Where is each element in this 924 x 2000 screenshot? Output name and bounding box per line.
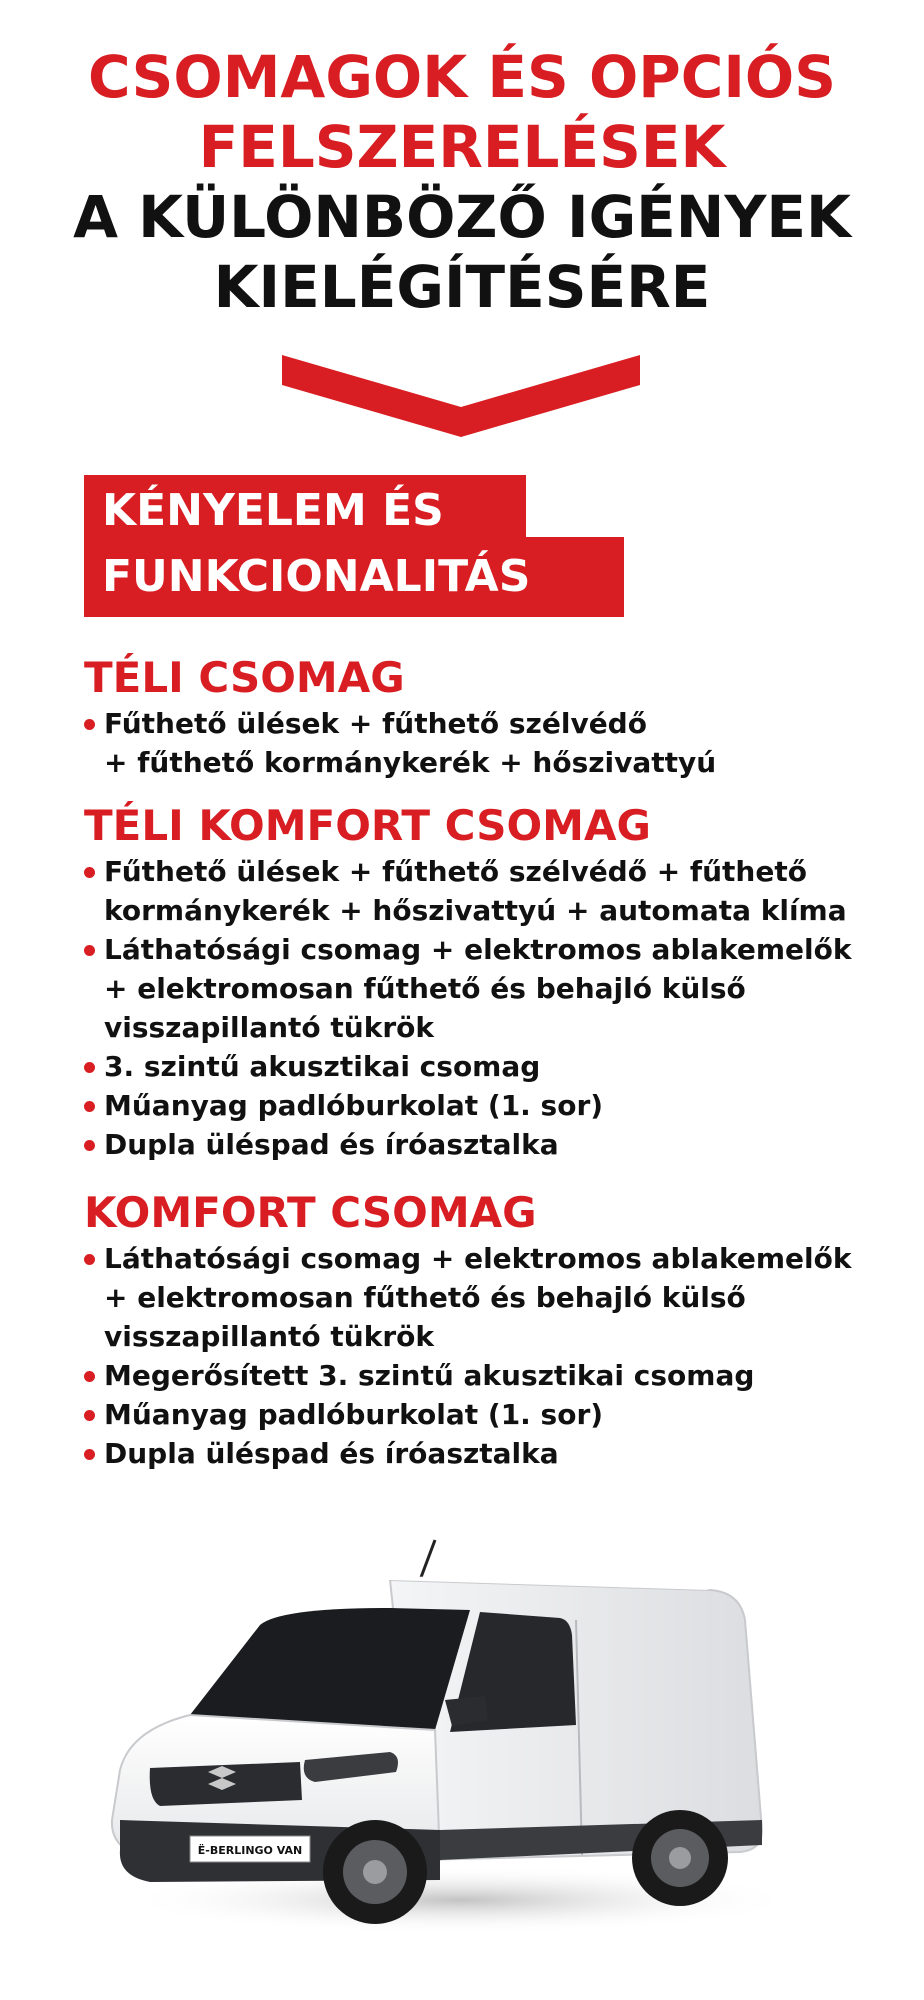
package-title: TÉLI CSOMAG <box>84 653 405 702</box>
bullet-icon <box>84 1140 95 1151</box>
package-teli-komfort-csomag <box>84 800 852 1164</box>
section-title-line-1: KÉNYELEM ÉS <box>102 485 444 536</box>
bullet-icon <box>84 1101 95 1112</box>
section-title-line-2: FUNKCIONALITÁS <box>102 551 531 602</box>
list-item: Láthatósági csomag + elektromos ablakemelők + elektromosan fűthető és behajló külső visszapillantó tükrök <box>84 930 844 1047</box>
bullet-icon <box>84 719 95 730</box>
section-title-tag <box>84 475 624 617</box>
package-komfort-csomag <box>84 1187 852 1473</box>
list-item: Fűthető ülések + fűthető szélvédő + fűthető kormánykerék + hőszivattyú <box>84 704 844 782</box>
headline-line-1: CSOMAGOK ÉS OPCIÓS <box>88 43 836 111</box>
package-item-list <box>84 852 852 1164</box>
van-badge-text: Ë-BERLINGO VAN <box>197 1844 303 1857</box>
chevron-down-icon <box>282 355 640 437</box>
list-item: Megerősített 3. szintű akusztikai csomag <box>84 1356 844 1395</box>
bullet-icon <box>84 1449 95 1460</box>
package-item-list <box>84 704 844 782</box>
bullet-icon <box>84 1410 95 1421</box>
bullet-icon <box>84 1254 95 1265</box>
list-item: Láthatósági csomag + elektromos ablakemelők + elektromosan fűthető és behajló külső visszapillantó tükrök <box>84 1239 844 1356</box>
package-item-list <box>84 1239 852 1473</box>
list-item: Dupla üléspad és íróasztalka <box>84 1434 844 1473</box>
headline <box>0 42 924 322</box>
headline-line-3: A KÜLÖNBÖZŐ IGÉNYEK <box>73 183 851 251</box>
headline-line-4: KIELÉGÍTÉSÉRE <box>213 253 711 321</box>
list-item: Műanyag padlóburkolat (1. sor) <box>84 1086 844 1125</box>
bullet-icon <box>84 1062 95 1073</box>
van-image <box>90 1500 810 1940</box>
bullet-icon <box>84 1371 95 1382</box>
package-title: KOMFORT CSOMAG <box>84 1188 537 1237</box>
package-title: TÉLI KOMFORT CSOMAG <box>84 801 651 850</box>
headline-line-2: FELSZERELÉSEK <box>198 113 726 181</box>
list-item: Műanyag padlóburkolat (1. sor) <box>84 1395 844 1434</box>
list-item: 3. szintű akusztikai csomag <box>84 1047 844 1086</box>
list-item: Dupla üléspad és íróasztalka <box>84 1125 844 1164</box>
bullet-icon <box>84 945 95 956</box>
package-teli-csomag <box>84 652 844 782</box>
bullet-icon <box>84 867 95 878</box>
list-item: Fűthető ülések + fűthető szélvédő + fűthető kormánykerék + hőszivattyú + automata klíma <box>84 852 844 930</box>
